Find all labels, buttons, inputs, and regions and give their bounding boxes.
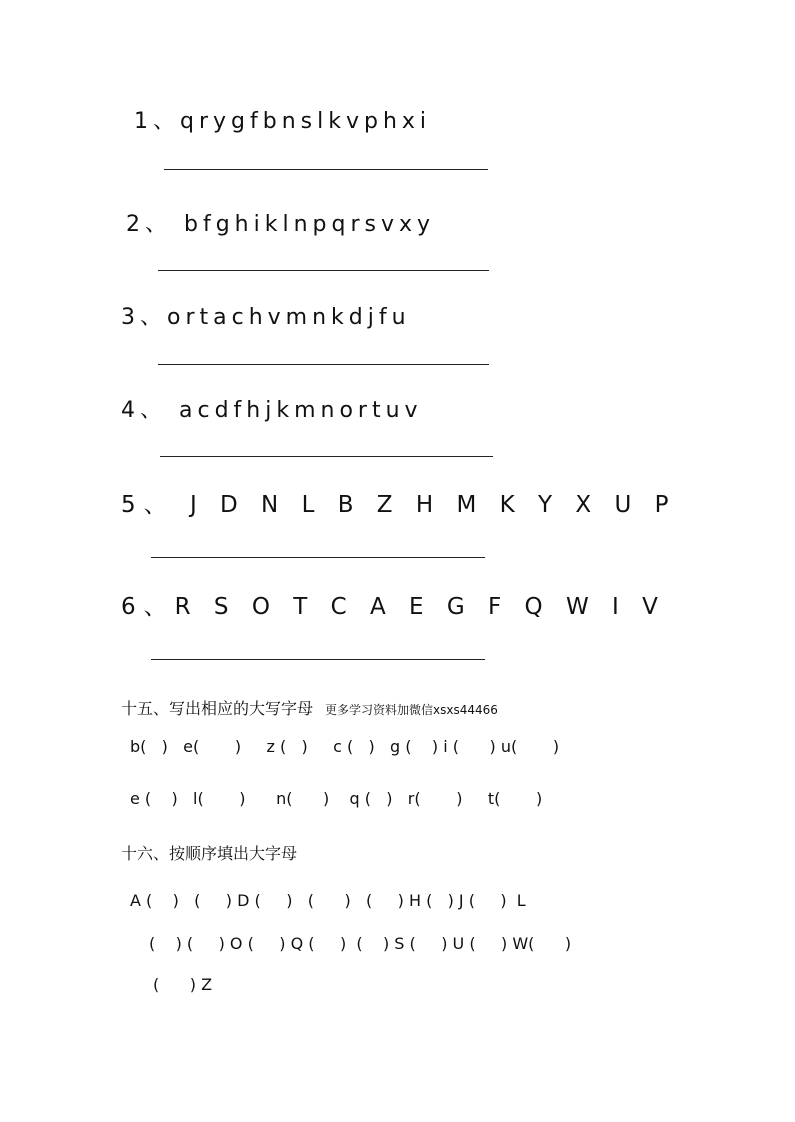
- section-16-row-2: ( ) ( ) O ( ) Q ( ) ( ) S ( ) U ( ) W( ): [149, 934, 572, 953]
- sequence-1: 1、qrygfbnslkvphxi: [134, 109, 432, 134]
- section-16-row-1: A ( ) ( ) D ( ) ( ) ( ) H ( ) J ( ) L: [130, 891, 526, 910]
- sequence-3: 3、ortachvmnkdjfu: [121, 305, 411, 330]
- section-15-row-2: e ( ) l( ) n( ) q ( ) r( ) t( ): [130, 789, 543, 808]
- contact-note: 更多学习资料加微信xsxs44466: [325, 703, 498, 717]
- section-16-title: 十六、按顺序填出大字母: [121, 844, 298, 863]
- answer-line-5: [151, 557, 485, 558]
- sequence-6: 6、R S O T C A E G F Q W I V: [121, 594, 666, 620]
- sequence-2: 2、 bfghiklnpqrsvxy: [126, 212, 436, 237]
- answer-line-2: [158, 270, 489, 271]
- answer-line-4: [160, 456, 493, 457]
- sequence-5: 5、 J D N L B Z H M K Y X U P: [121, 492, 677, 518]
- section-15-title: 十五、写出相应的大写字母: [121, 699, 314, 718]
- section-15-row-1: b( ) e( ) z ( ) c ( ) g ( ) i ( ) u( ): [130, 737, 560, 756]
- answer-line-1: [164, 169, 488, 170]
- answer-line-3: [158, 364, 489, 365]
- section-15-heading: [121, 696, 498, 719]
- answer-line-6: [151, 659, 485, 660]
- sequence-4: 4、 acdfhjkmnortuv: [121, 398, 423, 423]
- section-16-row-3: ( ) Z: [153, 975, 213, 994]
